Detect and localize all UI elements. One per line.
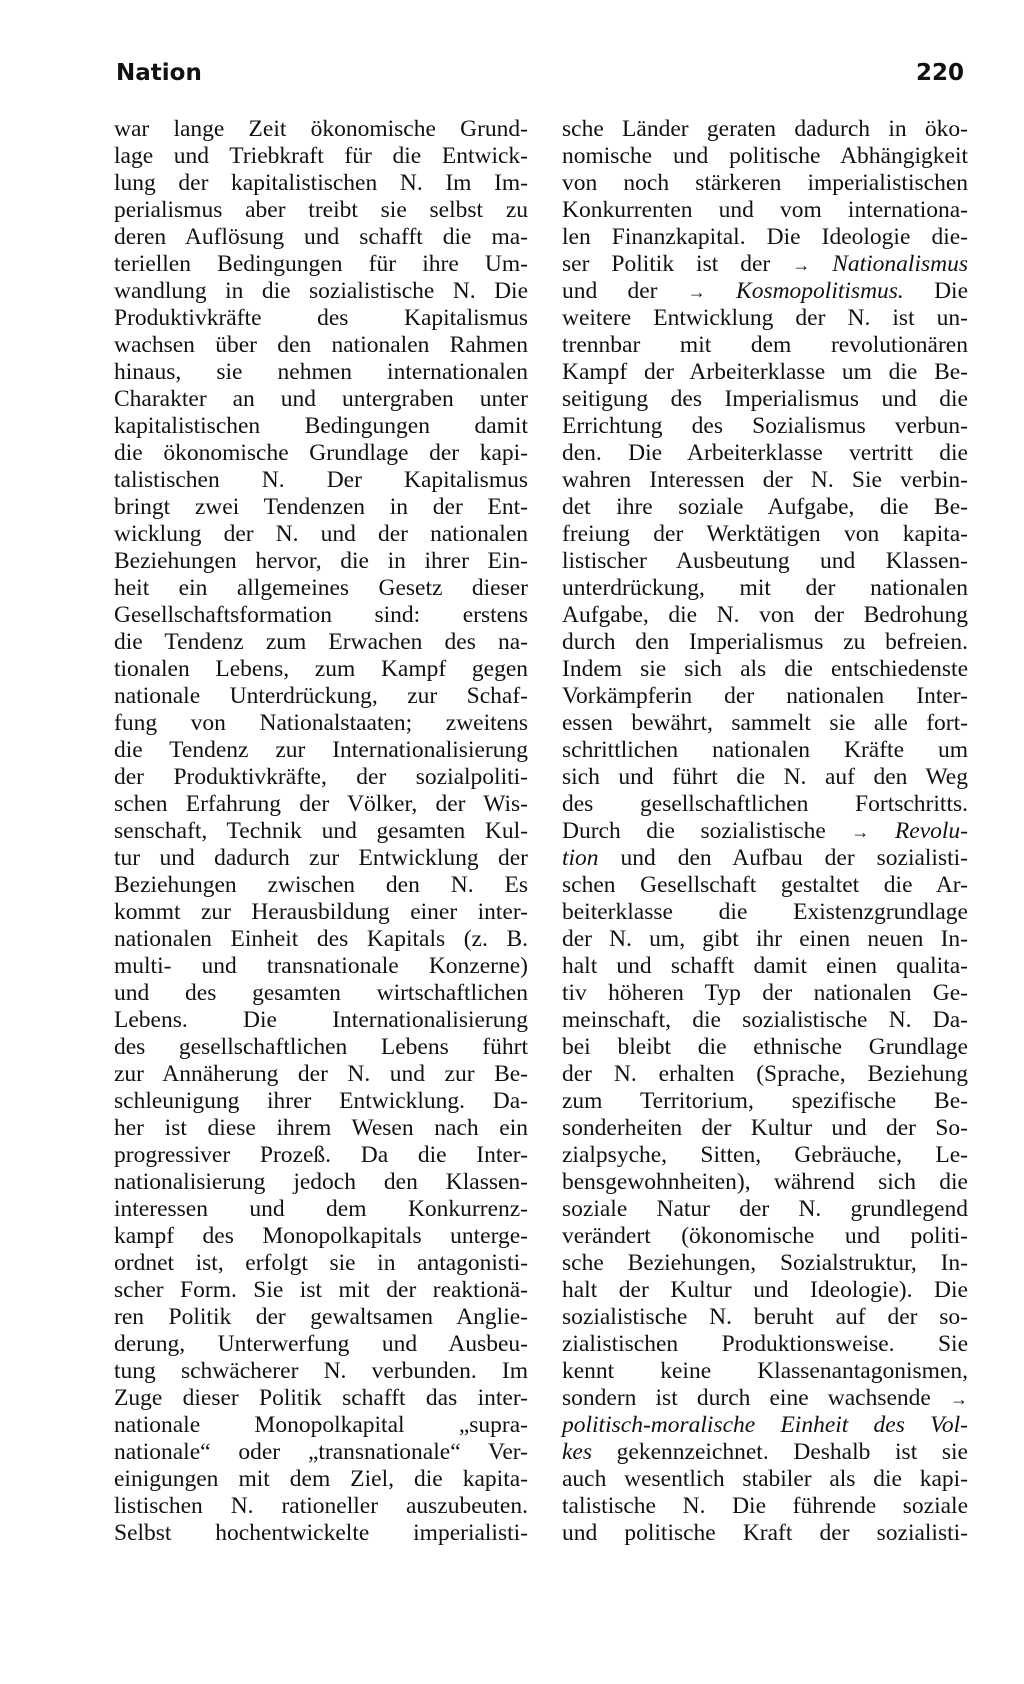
- text-segment: bringt zwei Tendenzen in der Ent-: [114, 494, 528, 520]
- text-line: [114, 953, 528, 980]
- text-line: [562, 602, 968, 629]
- text-line: [114, 710, 528, 737]
- text-line: [114, 440, 528, 467]
- text-segment: der N. um, gibt ihr einen neuen In-: [562, 926, 968, 952]
- text-line: [562, 1169, 968, 1196]
- text-segment: unterdrückung, mit der nationalen: [562, 575, 968, 601]
- text-segment: Gesellschaftsformation sind: erstens: [114, 602, 528, 628]
- text-line: [562, 1466, 968, 1493]
- text-segment: zum Territorium, spezifische Be-: [562, 1088, 968, 1114]
- text-segment: von noch stärkeren imperialistischen: [562, 170, 968, 196]
- text-segment: listischer Ausbeutung und Klassen-: [562, 548, 968, 574]
- text-line: [114, 575, 528, 602]
- text-line: [562, 1439, 968, 1466]
- text-line: [562, 413, 968, 440]
- text-line: [562, 737, 968, 764]
- text-segment: perialismus aber treibt sie selbst zu: [114, 197, 528, 223]
- text-segment: ren Politik der gewaltsamen Anglie-: [114, 1304, 528, 1330]
- text-segment: und des gesamten wirtschaftlichen: [114, 980, 528, 1006]
- text-line: [114, 332, 528, 359]
- cross-reference-term: Kosmopolitismus.: [736, 278, 904, 304]
- text-segment: trennbar mit dem revolutionären: [562, 332, 968, 358]
- text-segment: auch wesentlich stabiler als die kapi-: [562, 1466, 968, 1492]
- text-line: [562, 1142, 968, 1169]
- text-segment: durch den Imperialismus zu befreien.: [562, 629, 968, 655]
- text-line: [114, 1277, 528, 1304]
- text-line: [114, 926, 528, 953]
- text-segment: und politische Kraft der sozialisti-: [562, 1520, 968, 1546]
- text-line: [562, 305, 968, 332]
- text-segment: talistischen N. Der Kapitalismus: [114, 467, 528, 493]
- text-line: [562, 548, 968, 575]
- text-line: [562, 1034, 968, 1061]
- text-line: [114, 1223, 528, 1250]
- text-line: [114, 197, 528, 224]
- text-segment: beiterklasse die Existenzgrundlage: [562, 899, 968, 925]
- text-line: [562, 1061, 968, 1088]
- text-segment: ordnet ist, erfolgt sie in antagonisti-: [114, 1250, 528, 1276]
- cross-reference-arrow-icon: →: [851, 822, 870, 842]
- text-segment: und den Aufbau der sozialisti-: [598, 845, 968, 871]
- cross-reference-term: politisch-moralische Einheit des Vol-: [562, 1412, 968, 1438]
- text-segment: die ökonomische Grundlage der kapi-: [114, 440, 528, 466]
- text-line: [562, 1007, 968, 1034]
- text-segment: [706, 278, 736, 304]
- text-segment: sozialistische N. beruht auf der so-: [562, 1304, 968, 1330]
- cross-reference-term: tion: [562, 845, 599, 871]
- text-line: [562, 683, 968, 710]
- text-line: [114, 116, 528, 143]
- text-segment: schrittlichen nationalen Kräfte um: [562, 737, 968, 763]
- text-segment: Kampf der Arbeiterklasse um die Be-: [562, 359, 968, 385]
- text-line: [562, 116, 968, 143]
- text-line: [114, 899, 528, 926]
- text-segment: tur und dadurch zur Entwicklung der: [114, 845, 528, 871]
- text-segment: tiv höheren Typ der nationalen Ge-: [562, 980, 968, 1006]
- text-line: [114, 602, 528, 629]
- text-segment: nationalisierung jedoch den Klassen-: [114, 1169, 528, 1195]
- text-segment: scher Form. Sie ist mit der reaktionä-: [114, 1277, 528, 1303]
- text-segment: her ist diese ihrem Wesen nach ein: [114, 1115, 528, 1141]
- text-line: [562, 872, 968, 899]
- text-line: [562, 764, 968, 791]
- text-segment: Durch die sozialistische: [562, 818, 852, 844]
- text-segment: tung schwächerer N. verbunden. Im: [114, 1358, 528, 1384]
- text-line: [114, 386, 528, 413]
- text-segment: die Tendenz zur Internationalisierung: [114, 737, 528, 763]
- text-line: [562, 1493, 968, 1520]
- text-segment: [869, 818, 895, 844]
- text-segment: nationale Unterdrückung, zur Schaf-: [114, 683, 528, 709]
- text-line: [114, 683, 528, 710]
- text-segment: nationalen Einheit des Kapitals (z. B.: [114, 926, 528, 952]
- text-line: [114, 224, 528, 251]
- text-line: [114, 1466, 528, 1493]
- text-segment: talistische N. Die führende soziale: [562, 1493, 968, 1519]
- text-segment: nomische und politische Abhängigkeit: [562, 143, 968, 169]
- text-segment: lage und Triebkraft für die Entwick-: [114, 143, 528, 169]
- text-segment: senschaft, Technik und gesamten Kul-: [114, 818, 528, 844]
- text-segment: bensgewohnheiten), während sich die: [562, 1169, 968, 1195]
- text-segment: schleunigung ihrer Entwicklung. Da-: [114, 1088, 528, 1114]
- page-number: 220: [915, 60, 964, 86]
- text-segment: war lange Zeit ökonomische Grund-: [114, 116, 528, 142]
- text-line: [562, 1385, 968, 1412]
- text-line: [562, 818, 968, 845]
- cross-reference-term: Revolu-: [894, 818, 968, 844]
- text-line: [562, 629, 968, 656]
- text-line: [114, 359, 528, 386]
- text-segment: Beziehungen zwischen den N. Es: [114, 872, 528, 898]
- text-segment: kennt keine Klassenantagonismen,: [562, 1358, 968, 1384]
- text-segment: sich und führt die N. auf den Weg: [562, 764, 968, 790]
- text-line: [562, 440, 968, 467]
- text-segment: schen Gesellschaft gestaltet die Ar-: [562, 872, 968, 898]
- text-segment: Aufgabe, die N. von der Bedrohung: [562, 602, 968, 628]
- cross-reference-term: Nationalismus: [832, 251, 969, 277]
- text-line: [562, 656, 968, 683]
- text-segment: der Produktivkräfte, der sozialpoliti-: [114, 764, 528, 790]
- right-column: [562, 116, 968, 1547]
- text-segment: deren Auflösung und schafft die ma-: [114, 224, 528, 250]
- text-line: [562, 521, 968, 548]
- text-line: [562, 1088, 968, 1115]
- text-line: [114, 413, 528, 440]
- text-segment: multi- und transnationale Konzerne): [114, 953, 528, 979]
- text-line: [562, 197, 968, 224]
- text-line: [114, 251, 528, 278]
- text-line: [562, 386, 968, 413]
- text-segment: det ihre soziale Aufgabe, die Be-: [562, 494, 968, 520]
- text-segment: der N. erhalten (Sprache, Beziehung: [562, 1061, 968, 1087]
- text-segment: wandlung in die sozialistische N. Die: [114, 278, 528, 304]
- text-line: [114, 1304, 528, 1331]
- text-line: [114, 1520, 528, 1547]
- text-segment: zialpsyche, Sitten, Gebräuche, Le-: [562, 1142, 968, 1168]
- text-line: [114, 1493, 528, 1520]
- text-line: [114, 656, 528, 683]
- text-line: [562, 575, 968, 602]
- text-segment: Indem sie sich als die entschiedenste: [562, 656, 968, 682]
- text-line: [562, 791, 968, 818]
- text-line: [114, 845, 528, 872]
- text-line: [114, 872, 528, 899]
- text-segment: tionalen Lebens, zum Kampf gegen: [114, 656, 528, 682]
- text-segment: einigungen mit dem Ziel, die kapita-: [114, 1466, 528, 1492]
- text-line: [562, 1304, 968, 1331]
- cross-reference-arrow-icon: →: [687, 282, 706, 302]
- text-segment: Die: [903, 278, 968, 304]
- text-segment: heit ein allgemeines Gesetz dieser: [114, 575, 528, 601]
- text-line: [114, 818, 528, 845]
- text-segment: Selbst hochentwickelte imperialisti-: [114, 1520, 528, 1546]
- text-segment: den. Die Arbeiterklasse vertritt die: [562, 440, 968, 466]
- text-line: [562, 1196, 968, 1223]
- text-line: [114, 1115, 528, 1142]
- text-segment: Errichtung des Sozialismus verbun-: [562, 413, 968, 439]
- text-line: [562, 980, 968, 1007]
- text-line: [114, 1412, 528, 1439]
- text-segment: fung von Nationalstaaten; zweitens: [114, 710, 528, 736]
- text-line: [114, 1196, 528, 1223]
- text-segment: nationale Monopolkapital „supra-: [114, 1412, 528, 1438]
- text-segment: listischen N. rationeller auszubeuten.: [114, 1493, 528, 1519]
- text-line: [114, 278, 528, 305]
- text-segment: wahren Interessen der N. Sie verbin-: [562, 467, 968, 493]
- text-line: [562, 1115, 968, 1142]
- text-line: [562, 845, 968, 872]
- text-line: [562, 143, 968, 170]
- text-line: [562, 1412, 968, 1439]
- text-line: [114, 1007, 528, 1034]
- text-line: [114, 737, 528, 764]
- text-segment: essen bewährt, sammelt sie alle fort-: [562, 710, 968, 736]
- text-segment: ser Politik ist der: [562, 251, 793, 277]
- text-segment: progressiver Prozeß. Da die Inter-: [114, 1142, 528, 1168]
- text-segment: sche Länder geraten dadurch in öko-: [562, 116, 968, 142]
- text-line: [114, 1142, 528, 1169]
- text-line: [562, 467, 968, 494]
- text-line: [562, 1277, 968, 1304]
- text-line: [114, 1088, 528, 1115]
- text-segment: bei bleibt die ethnische Grundlage: [562, 1034, 968, 1060]
- text-line: [114, 1331, 528, 1358]
- text-line: [114, 494, 528, 521]
- text-line: [562, 710, 968, 737]
- text-line: [114, 305, 528, 332]
- cross-reference-term: kes: [562, 1439, 593, 1465]
- text-segment: halt der Kultur und Ideologie). Die: [562, 1277, 968, 1303]
- text-segment: zur Annäherung der N. und zur Be-: [114, 1061, 528, 1087]
- text-segment: hinaus, sie nehmen internationalen: [114, 359, 528, 385]
- text-segment: die Tendenz zum Erwachen des na-: [114, 629, 528, 655]
- text-segment: Konkurrenten und vom internationa-: [562, 197, 968, 223]
- text-segment: seitigung des Imperialismus und die: [562, 386, 968, 412]
- text-line: [562, 899, 968, 926]
- text-line: [114, 1061, 528, 1088]
- cross-reference-arrow-icon: →: [792, 255, 811, 275]
- text-line: [114, 1358, 528, 1385]
- text-segment: und der: [562, 278, 688, 304]
- text-line: [562, 1223, 968, 1250]
- text-segment: wicklung der N. und der nationalen: [114, 521, 528, 547]
- text-line: [562, 1250, 968, 1277]
- text-line: [562, 332, 968, 359]
- text-segment: weitere Entwicklung der N. ist un-: [562, 305, 968, 331]
- text-line: [562, 494, 968, 521]
- text-segment: halt und schafft damit einen qualita-: [562, 953, 968, 979]
- text-line: [114, 1385, 528, 1412]
- text-line: [562, 926, 968, 953]
- text-segment: freiung der Werktätigen von kapita-: [562, 521, 968, 547]
- text-segment: nationale“ oder „transnationale“ Ver-: [114, 1439, 528, 1465]
- text-line: [562, 1358, 968, 1385]
- text-segment: des gesellschaftlichen Lebens führt: [114, 1034, 528, 1060]
- page-title: Nation: [116, 60, 202, 86]
- text-segment: schen Erfahrung der Völker, der Wis-: [114, 791, 528, 817]
- text-line: [562, 278, 968, 305]
- text-segment: des gesellschaftlichen Fortschritts.: [562, 791, 968, 817]
- text-segment: sche Beziehungen, Sozialstruktur, In-: [562, 1250, 968, 1276]
- text-segment: sonderheiten der Kultur und der So-: [562, 1115, 968, 1141]
- text-segment: lung der kapitalistischen N. Im Im-: [114, 170, 528, 196]
- text-segment: wachsen über den nationalen Rahmen: [114, 332, 528, 358]
- text-segment: teriellen Bedingungen für ihre Um-: [114, 251, 528, 277]
- text-line: [114, 548, 528, 575]
- text-line: [562, 953, 968, 980]
- cross-reference-arrow-icon: →: [950, 1389, 968, 1409]
- text-segment: gekennzeichnet. Deshalb ist sie: [592, 1439, 968, 1465]
- text-line: [562, 359, 968, 386]
- text-line: [114, 170, 528, 197]
- text-segment: derung, Unterwerfung und Ausbeu-: [114, 1331, 528, 1357]
- left-column: [114, 116, 528, 1547]
- text-segment: interessen und dem Konkurrenz-: [114, 1196, 528, 1222]
- text-segment: sondern ist durch eine wachsende: [562, 1385, 950, 1411]
- text-line: [114, 1250, 528, 1277]
- text-line: [114, 1439, 528, 1466]
- text-segment: soziale Natur der N. grundlegend: [562, 1196, 968, 1222]
- text-segment: kampf des Monopolkapitals unterge-: [114, 1223, 528, 1249]
- text-line: [114, 1169, 528, 1196]
- text-line: [562, 170, 968, 197]
- text-line: [562, 1520, 968, 1547]
- text-segment: meinschaft, die sozialistische N. Da-: [562, 1007, 968, 1033]
- text-segment: Beziehungen hervor, die in ihrer Ein-: [114, 548, 528, 574]
- text-segment: len Finanzkapital. Die Ideologie die-: [562, 224, 968, 250]
- text-segment: Lebens. Die Internationalisierung: [114, 1007, 528, 1033]
- text-segment: [810, 251, 832, 277]
- text-line: [562, 224, 968, 251]
- text-segment: Charakter an und untergraben unter: [114, 386, 528, 412]
- text-segment: Produktivkräfte des Kapitalismus: [114, 305, 528, 331]
- text-line: [114, 467, 528, 494]
- text-line: [114, 764, 528, 791]
- text-line: [114, 143, 528, 170]
- text-segment: kapitalistischen Bedingungen damit: [114, 413, 528, 439]
- text-line: [114, 791, 528, 818]
- text-segment: Zuge dieser Politik schafft das inter-: [114, 1385, 528, 1411]
- text-line: [114, 521, 528, 548]
- text-segment: zialistischen Produktionsweise. Sie: [562, 1331, 968, 1357]
- text-segment: verändert (ökonomische und politi-: [562, 1223, 968, 1249]
- text-line: [562, 1331, 968, 1358]
- text-line: [562, 251, 968, 278]
- text-segment: Vorkämpferin der nationalen Inter-: [562, 683, 968, 709]
- text-line: [114, 1034, 528, 1061]
- text-line: [114, 629, 528, 656]
- text-segment: kommt zur Herausbildung einer inter-: [114, 899, 528, 925]
- running-header: [116, 54, 964, 94]
- text-line: [114, 980, 528, 1007]
